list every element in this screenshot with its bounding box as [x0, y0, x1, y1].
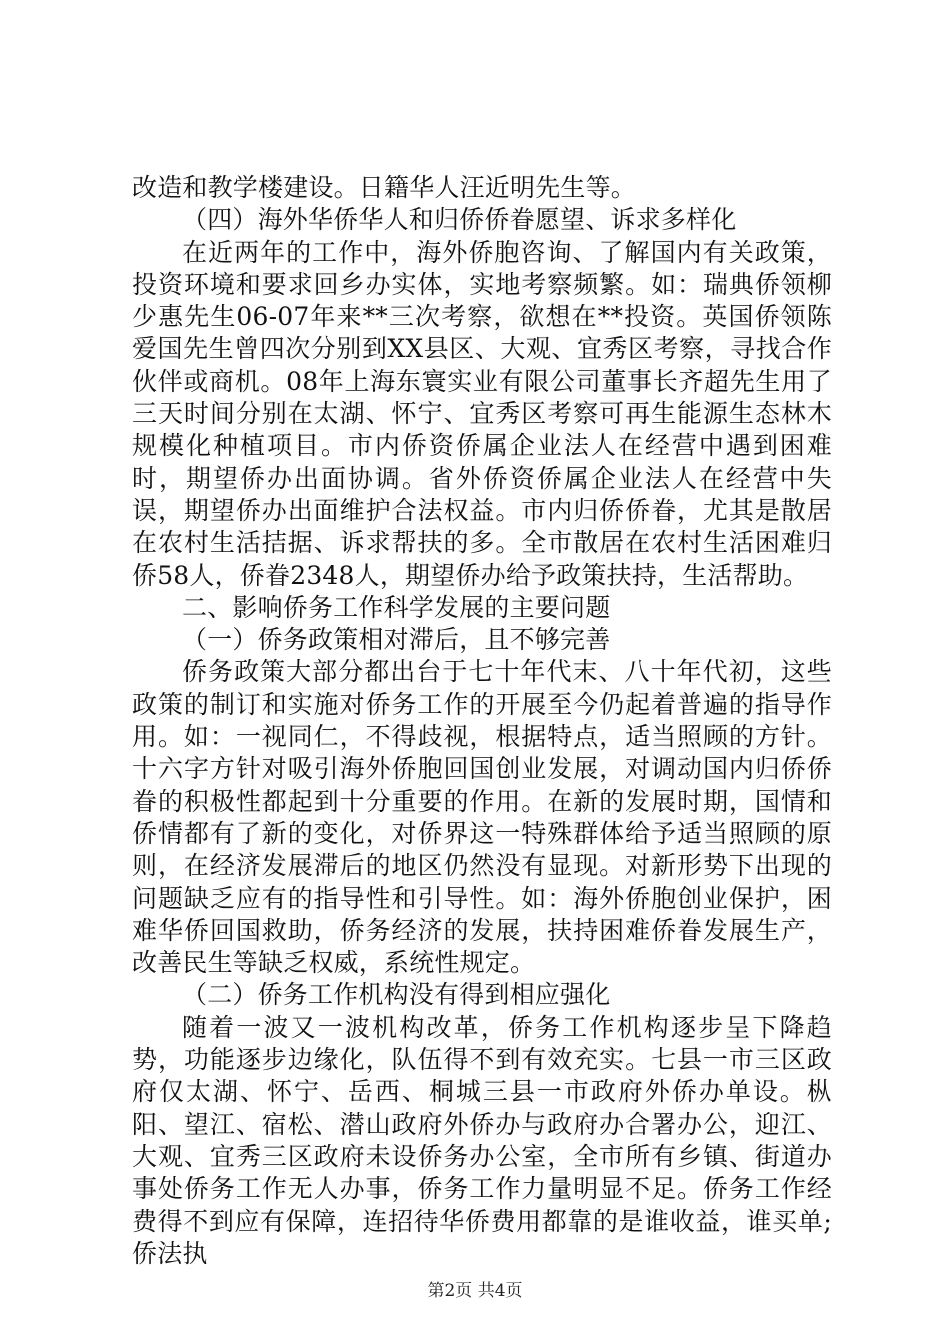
section-heading-1: （一）侨务政策相对滞后，且不够完善 — [182, 625, 611, 655]
document-body — [132, 172, 832, 1270]
section-heading-4: （四）海外华侨华人和归侨侨眷愿望、诉求多样化 — [182, 205, 737, 235]
paragraph-continuation: 改造和教学楼建设。日籍华人汪近明先生等。 — [132, 173, 637, 202]
paragraph-overseas-demands: 在近两年的工作中，海外侨胞咨询、了解国内有关政策，投资环境和要求回乡办实体，实地考察频繁。如：瑞典侨领柳少惠先生06-07年来**三次考察，欲想在**投资。英国侨领陈爱国先生曾四次分别到XX县区、大观、宜秀区考察，寻找合作伙伴或商机。08年上海东寰实业有限公司董事长齐超先生用了三天时间分别在太湖、怀宁、宜秀区考察可再生能源生态林木规模化种植项目。市内侨资侨属企业法人在经营中遇到困难时，期望侨办出面协调。省外侨资侨属企业法人在经营中失误，期望侨办出面维护合法权益。市内归侨侨眷，尤其是散居在农村生活拮据、诉求帮扶的多。全市散居在农村生活困难归侨58人，侨眷2348人，期望侨办给予政策扶持，生活帮助。 — [132, 237, 832, 590]
paragraph-institution: 随着一波又一波机构改革，侨务工作机构逐步呈下降趋势，功能逐步边缘化，队伍得不到有效充实。七县一市三区政府仅太湖、怀宁、岳西、桐城三县一市政府外侨办单设。枞阳、望江、宿松、潜山政府外侨办与政府办合署办公，迎江、大观、宜秀三区政府未设侨务办公室，全市所有乡镇、街道办事处侨务工作无人办事，侨务工作力量明显不足。侨务工作经费得不到应有保障，连招待华侨费用都靠的是谁收益，谁买单;侨法执 — [132, 1012, 832, 1268]
section-heading-2: （二）侨务工作机构没有得到相应强化 — [182, 980, 611, 1010]
section-heading-main-problems: 二、影响侨务工作科学发展的主要问题 — [182, 592, 611, 622]
paragraph-policy-lag: 侨务政策大部分都出台于七十年代末、八十年代初，这些政策的制订和实施对侨务工作的开展至今仍起着普遍的指导作用。如：一视同仁，不得歧视，根据特点，适当照顾的方针。十六字方针对吸引海外侨胞回国创业发展，对调动国内归侨侨眷的积极性都起到十分重要的作用。在新的发展时期，国情和侨情都有了新的变化，对侨界这一特殊群体给予适当照顾的原则，在经济发展滞后的地区仍然没有显现。对新形势下出现的问题缺乏应有的指导性和引导性。如：海外侨胞创业保护，困难华侨回国救助，侨务经济的发展，扶持困难侨眷发展生产，改善民生等缺乏权威，系统性规定。 — [132, 657, 832, 978]
page-footer: 第2页 共4页 — [427, 1281, 523, 1301]
